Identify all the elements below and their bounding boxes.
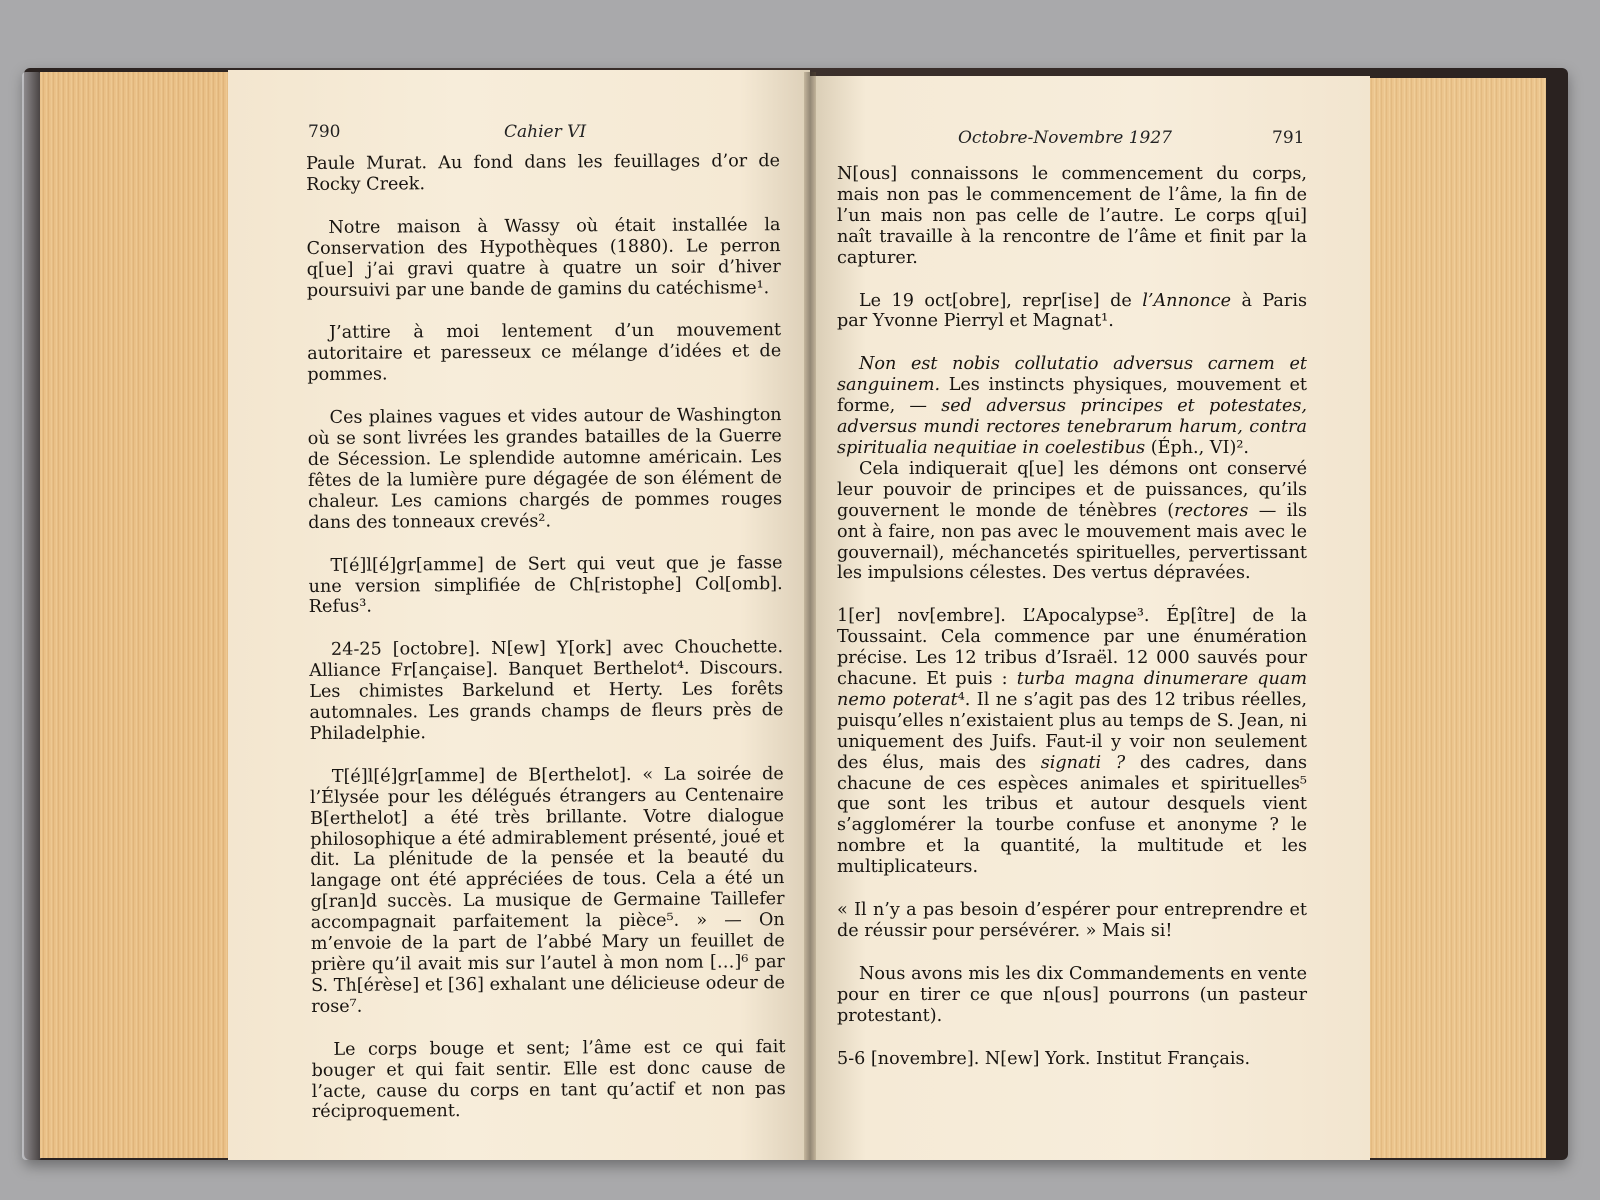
text-run: Le 19 oct[obre], repr[ise] de	[859, 290, 1143, 311]
latin-quote: turba magna dinumerare quam nemo poterat	[837, 669, 1307, 710]
paragraph	[837, 606, 1307, 878]
italic-title: l’Annonce	[1142, 290, 1231, 311]
text-run: des cadres, dans chacune de ces espèces animales et spirituelles⁵ que sont les tribus et autour desquels vient s’agglomérer la tourbe confuse et anonyme ? le nombre et la quantité, la multitude et les multiplicateurs.	[837, 752, 1307, 878]
text-run: à Paris par Yvonne Pierryl et Magnat¹.	[837, 290, 1307, 332]
text-run: (Éph., VI)².	[1145, 437, 1249, 458]
paragraph: J’attire à moi lentement d’un mouvement autoritaire et paresseux ce mélange d’idées et de pommes.	[307, 320, 782, 386]
paragraph: 5-6 [novembre]. N[ew] York. Institut Français.	[837, 1048, 1251, 1069]
latin-word: signati ?	[1040, 752, 1126, 773]
left-running-head: Cahier VI	[504, 122, 587, 142]
paragraph: N[ous] connaissons le commencement du corps, mais non pas le commencement de l’âme, la fin de l’un mais non pas celle de l’autre. Le corps q[ui] naît travaille à la rencontre de l’âme et finit par la capturer.	[837, 164, 1307, 268]
right-page-body	[837, 164, 1307, 1092]
paragraph: « Il n’y a pas besoin d’espérer pour entreprendre et de réussir pour persévérer. » Mais si!	[837, 900, 1307, 941]
right-running-head: Octobre-Novembre 1927	[958, 128, 1172, 148]
left-page-edges	[40, 72, 230, 1158]
right-page	[810, 76, 1370, 1160]
paragraph: Ces plaines vagues et vides autour de Washington où se sont livrées les grandes batailles de la Guerre de Sécession. Le splendide automne américain. Les fêtes de la lumière pure dégagée de son élément de chaleur. Les camions chargés de pommes rouges dans des tonneaux crevés².	[307, 405, 783, 533]
right-page-number: 791	[1272, 128, 1305, 148]
paragraph: Le corps bouge et sent; l’âme est ce qui fait bouger et qui fait sentir. Elle est donc cause de l’acte, cause du corps en tant qu’actif et non pas réciproquement.	[311, 1036, 786, 1123]
text-run: — ils ont à faire, non pas avec le mouvement mais avec le gouvernail), méchancetés spirituelles, pervertissant les impulsions célestes. Des vertus dépravées.	[837, 500, 1307, 584]
paragraph: Nous avons mis les dix Commandements en vente pour en tirer ce que n[ous] pourrons (un pasteur protestant).	[837, 963, 1307, 1026]
paragraph: T[é]l[é]gr[amme] de B[erthelot]. « La soirée de l’Élysée pour les délégués étrangers au Centenaire B[erthelot] a été très brillante. Votre dialogue philosophique a été admirablement présenté, joué et dit. La plénitude de la pensée et la beauté du langage ont été appréciées de tous. Cela a été un g[ran]d succès. La musique de Germaine Taillefer accompagnait parfaitement la pièce⁵. » — On m’envoie de la part de l’abbé Mary un feuillet de prière qu’il avait mis sur l’autel à mon nom […]⁶ par S. Th[érèse] et [36] exhalant une délicieuse odeur de rose⁷.	[309, 763, 786, 1017]
paragraph: Notre maison à Wassy où était installée la Conservation des Hypothèques (1880). Le perron q[ue] j’ai gravi quatre à quatre un soir d’hiver poursuivi par une bande de gamins du catéchisme¹.	[306, 214, 781, 301]
book-gutter	[804, 72, 816, 1160]
text-run: Les instincts physiques, mouvement et forme, —	[837, 375, 1307, 417]
left-page-body	[306, 151, 786, 1145]
paragraph: T[é]l[é]gr[amme] de Sert qui veut que je fasse une version simplifiée de Ch[ristophe] Col[omb]. Refus³.	[308, 552, 783, 618]
latin-quote: Non est nobis collutatio adversus carnem et sanguinem.	[837, 354, 1307, 396]
text-run: ⁴. Il ne s’agit pas des 12 tribus réelles, puisqu’elles n’existaient plus au temps de S. Jean, ni uniquement des Juifs. Faut-il y voir non seulement des élus, mais des	[837, 689, 1307, 773]
paragraph: 24-25 [octobre]. N[ew] Y[ork] avec Chouchette. Alliance Fr[ançaise]. Banquet Berthelot⁴. Discours. Les chimistes Barkelund et Herty. Les forêts automnales. Les grands champs de fleurs près de Philadelphie.	[309, 637, 784, 744]
left-page	[228, 70, 810, 1160]
cover-edge-highlight	[22, 72, 42, 1160]
latin-quote: sed adversus principes et potestates, adversus mundi rectores tenebrarum harum, contra spiritualia nequitiae in coelestibus	[837, 396, 1307, 458]
left-page-number: 790	[308, 122, 341, 142]
paragraph	[837, 291, 1307, 333]
paragraph	[837, 354, 1307, 459]
text-run: Cela indiquerait q[ue] les démons ont conservé leur pouvoir de principes et de puissances, qu’ils gouvernent le monde de ténèbres (	[837, 458, 1307, 521]
paragraph	[837, 459, 1307, 584]
italic-word: rectores	[1174, 500, 1249, 521]
text-run: 1[er] nov[embre]. L’Apocalypse³. Ép[ître] de la Toussaint. Cela commence par une énumération précise. Les 12 tribus d’Israël. 12 000 sauvés pour chacune. Et puis :	[837, 606, 1307, 690]
right-page-edges	[1368, 78, 1546, 1158]
paragraph: Paule Murat. Au fond dans les feuillages d’or de Rocky Creek.	[306, 151, 781, 195]
